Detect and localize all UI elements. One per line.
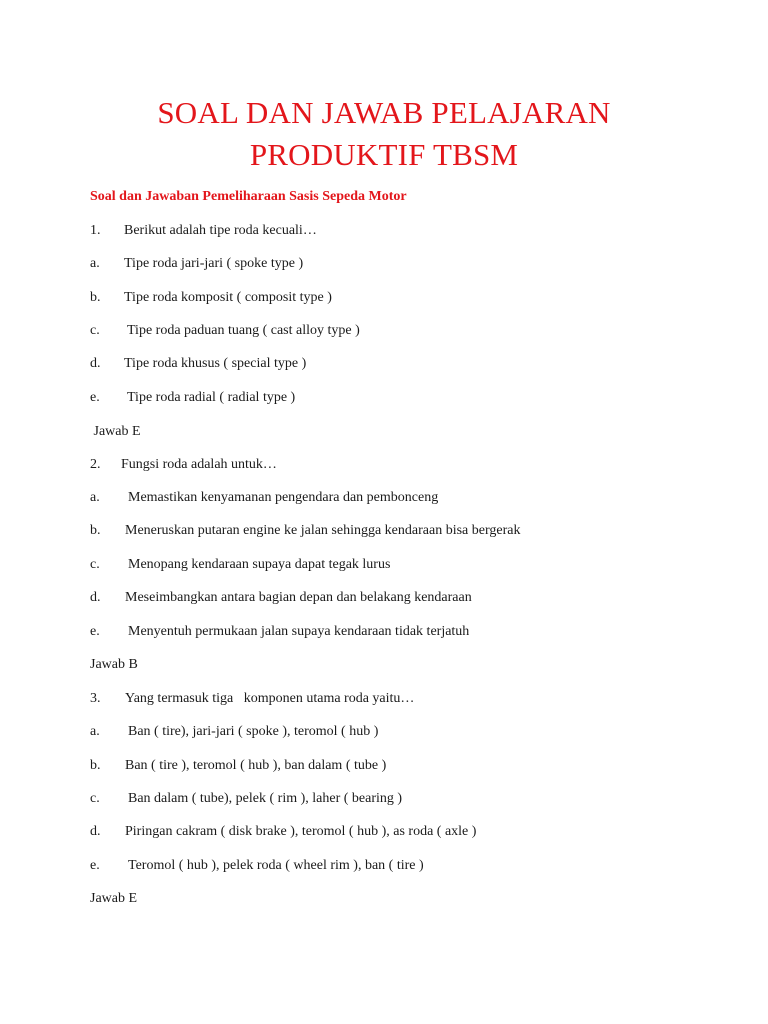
option-marker: c. <box>90 323 100 338</box>
option-marker: b. <box>90 290 101 305</box>
question-text: Berikut adalah tipe roda kecuali… <box>124 223 317 238</box>
question-text: Yang termasuk tiga komponen utama roda yaitu… <box>125 691 415 706</box>
option-marker: d. <box>90 824 101 839</box>
option-text: Piringan cakram ( disk brake ), teromol ( hub ), as roda ( axle ) <box>125 824 477 839</box>
document-title-line-2: PRODUKTIF TBSM <box>249 137 519 172</box>
question-text: Fungsi roda adalah untuk… <box>121 457 277 472</box>
option-marker: b. <box>90 758 101 773</box>
option-text: Ban ( tire), jari-jari ( spoke ), teromol ( hub ) <box>128 724 379 739</box>
option-text: Meneruskan putaran engine ke jalan sehingga kendaraan bisa bergerak <box>125 523 521 538</box>
answer-text: Jawab E <box>90 891 138 906</box>
option-marker: e. <box>90 858 100 873</box>
document-title <box>0 92 768 176</box>
question-number: 1. <box>90 223 101 238</box>
option-marker: a. <box>90 724 100 739</box>
option-marker: e. <box>90 624 100 639</box>
answer-text: Jawab B <box>90 657 138 672</box>
option-text: Memastikan kenyamanan pengendara dan pembonceng <box>128 490 439 505</box>
option-text: Menopang kendaraan supaya dapat tegak lurus <box>128 557 391 572</box>
option-text: Tipe roda komposit ( composit type ) <box>124 290 332 305</box>
question-number: 3. <box>90 691 101 706</box>
option-marker: a. <box>90 256 100 271</box>
option-marker: e. <box>90 390 100 405</box>
document-title-line-1: SOAL DAN JAWAB PELAJARAN <box>157 95 611 130</box>
option-text: Ban dalam ( tube), pelek ( rim ), laher ( bearing ) <box>128 791 403 806</box>
option-text: Meseimbangkan antara bagian depan dan belakang kendaraan <box>125 590 472 605</box>
option-marker: d. <box>90 356 101 371</box>
option-text: Teromol ( hub ), pelek roda ( wheel rim ), ban ( tire ) <box>128 858 424 873</box>
option-marker: c. <box>90 791 100 806</box>
question-number: 2. <box>90 457 101 472</box>
option-text: Tipe roda khusus ( special type ) <box>124 356 307 371</box>
option-marker: c. <box>90 557 100 572</box>
option-text: Tipe roda paduan tuang ( cast alloy type ) <box>127 323 360 338</box>
option-text: Ban ( tire ), teromol ( hub ), ban dalam ( tube ) <box>125 758 387 773</box>
answer-text: Jawab E <box>90 424 141 439</box>
option-marker: d. <box>90 590 101 605</box>
option-marker: b. <box>90 523 101 538</box>
option-text: Tipe roda jari-jari ( spoke type ) <box>124 256 304 271</box>
option-marker: a. <box>90 490 100 505</box>
option-text: Tipe roda radial ( radial type ) <box>127 390 296 405</box>
option-text: Menyentuh permukaan jalan supaya kendaraan tidak terjatuh <box>128 624 470 639</box>
document-subtitle: Soal dan Jawaban Pemeliharaan Sasis Sepeda Motor <box>90 189 407 204</box>
